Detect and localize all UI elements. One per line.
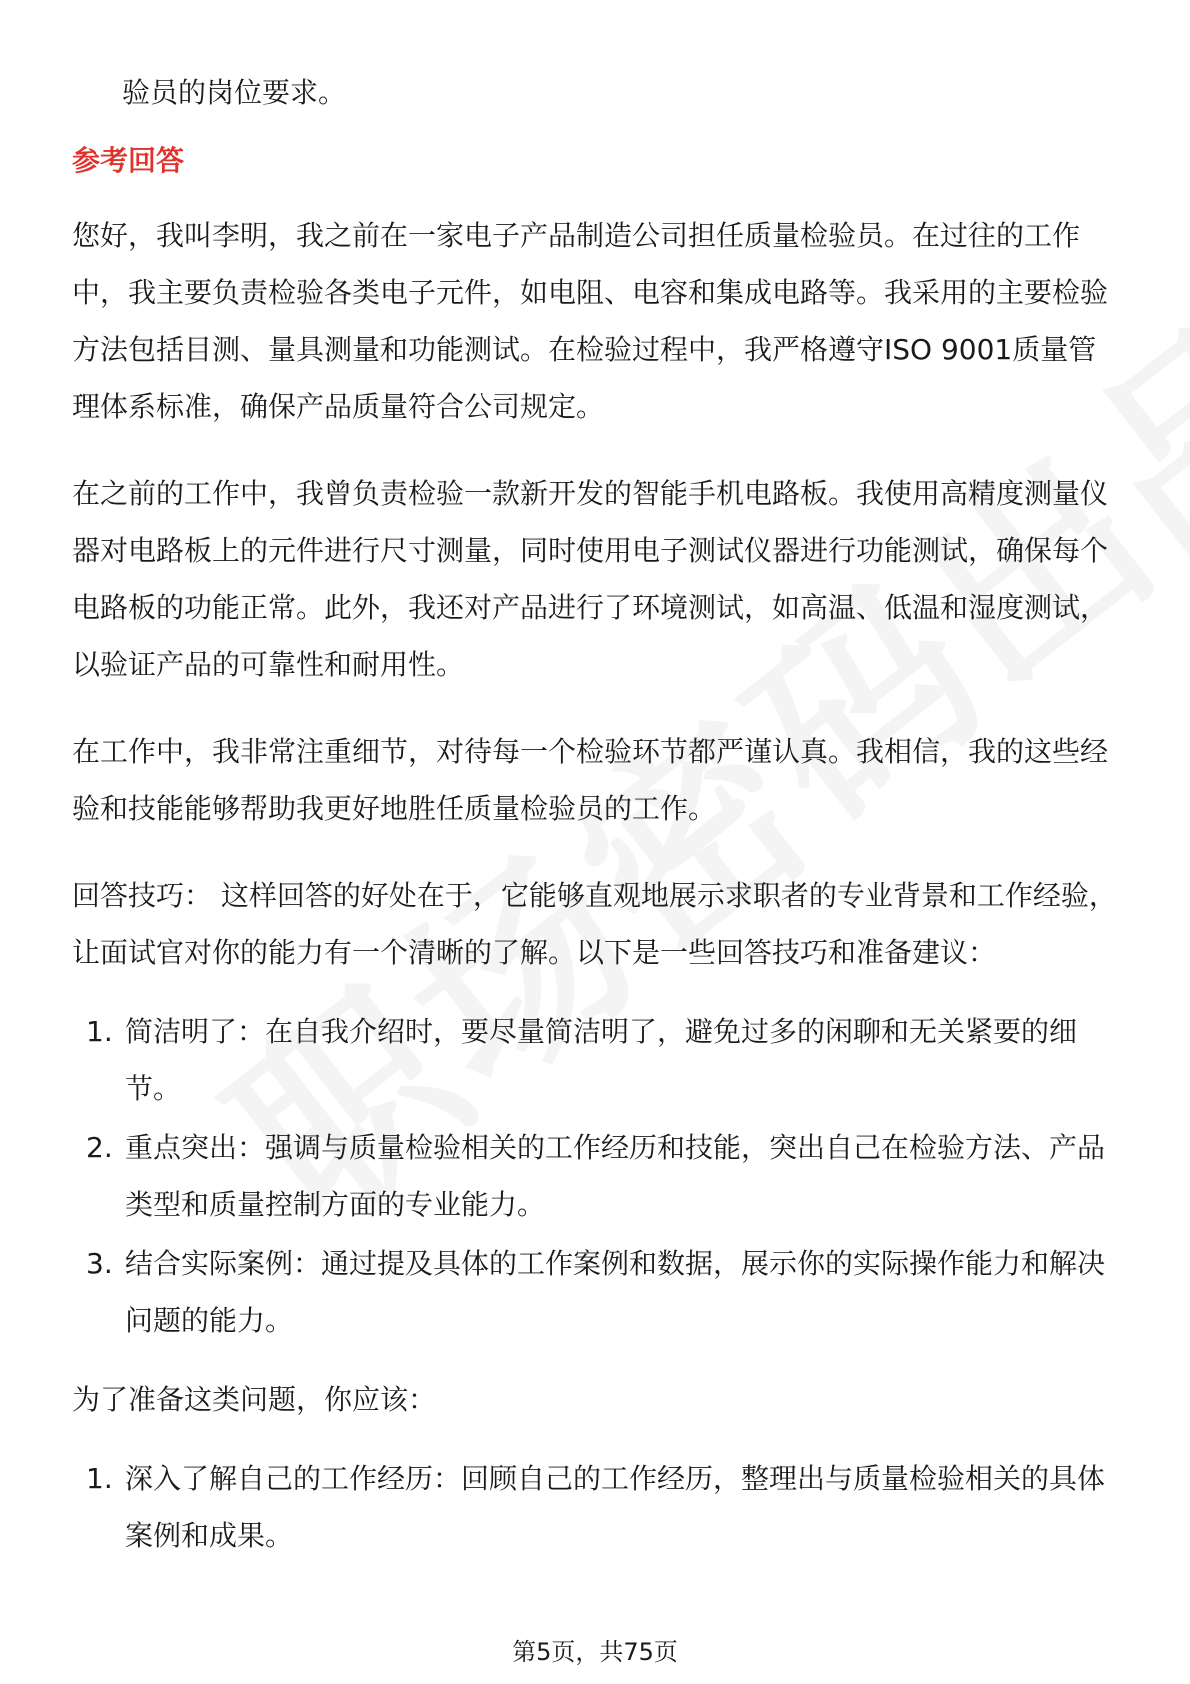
tips-intro: 回答技巧： 这样回答的好处在于，它能够直观地展示求职者的专业背景和工作经验，让面试官对你的能力有一个清晰的了解。以下是一些回答技巧和准备建议： [72, 879, 1117, 969]
answer-paragraph: 在之前的工作中，我曾负责检验一款新开发的智能手机电路板。我使用高精度测量仪器对电路板上的元件进行尺寸测量，同时使用电子测试仪器进行功能测试，确保每个电路板的功能正常。此外，我还对产品进行了环境测试，如高温、低温和湿度测试，以验证产品的可靠性和耐用性。 [72, 477, 1109, 681]
list-number: 3. [86, 1247, 113, 1280]
continuation-text: 验员的岗位要求。 [122, 76, 347, 109]
list-item [72, 1119, 1122, 1233]
list-text: 结合实际案例：通过提及具体的工作案例和数据，展示你的实际操作能力和解决问题的能力。 [125, 1247, 1106, 1337]
list-number: 1. [86, 1462, 113, 1495]
list-text: 简洁明了：在自我介绍时，要尽量简洁明了，避免过多的闲聊和无关紧要的细节。 [125, 1015, 1078, 1105]
prep-intro: 为了准备这类问题，你应该： [72, 1383, 437, 1416]
list-text: 深入了解自己的工作经历：回顾自己的工作经历，整理出与质量检验相关的具体案例和成果。 [125, 1462, 1106, 1552]
section-heading: 参考回答 [72, 144, 185, 177]
document-page [72, 64, 1122, 1586]
page-number: 第5页，共75页 [512, 1638, 678, 1666]
list-item [72, 1003, 1122, 1117]
list-number: 2. [86, 1131, 113, 1164]
list-item [72, 1235, 1122, 1349]
list-item [72, 1450, 1122, 1564]
tips-list [72, 1003, 1122, 1349]
answer-paragraph: 您好，我叫李明，我之前在一家电子产品制造公司担任质量检验员。在过往的工作中，我主要负责检验各类电子元件，如电阻、电容和集成电路等。我采用的主要检验方法包括目测、量具测量和功能测试。在检验过程中，我严格遵守ISO 9001质量管理体系标准，确保产品质量符合公司规定。 [72, 219, 1109, 423]
list-number: 1. [86, 1015, 113, 1048]
list-text: 重点突出：强调与质量检验相关的工作经历和技能，突出自己在检验方法、产品类型和质量控制方面的专业能力。 [125, 1131, 1106, 1221]
prep-list [72, 1450, 1122, 1564]
answer-paragraph: 在工作中，我非常注重细节，对待每一个检验环节都严谨认真。我相信，我的这些经验和技能能够帮助我更好地胜任质量检验员的工作。 [72, 735, 1109, 825]
